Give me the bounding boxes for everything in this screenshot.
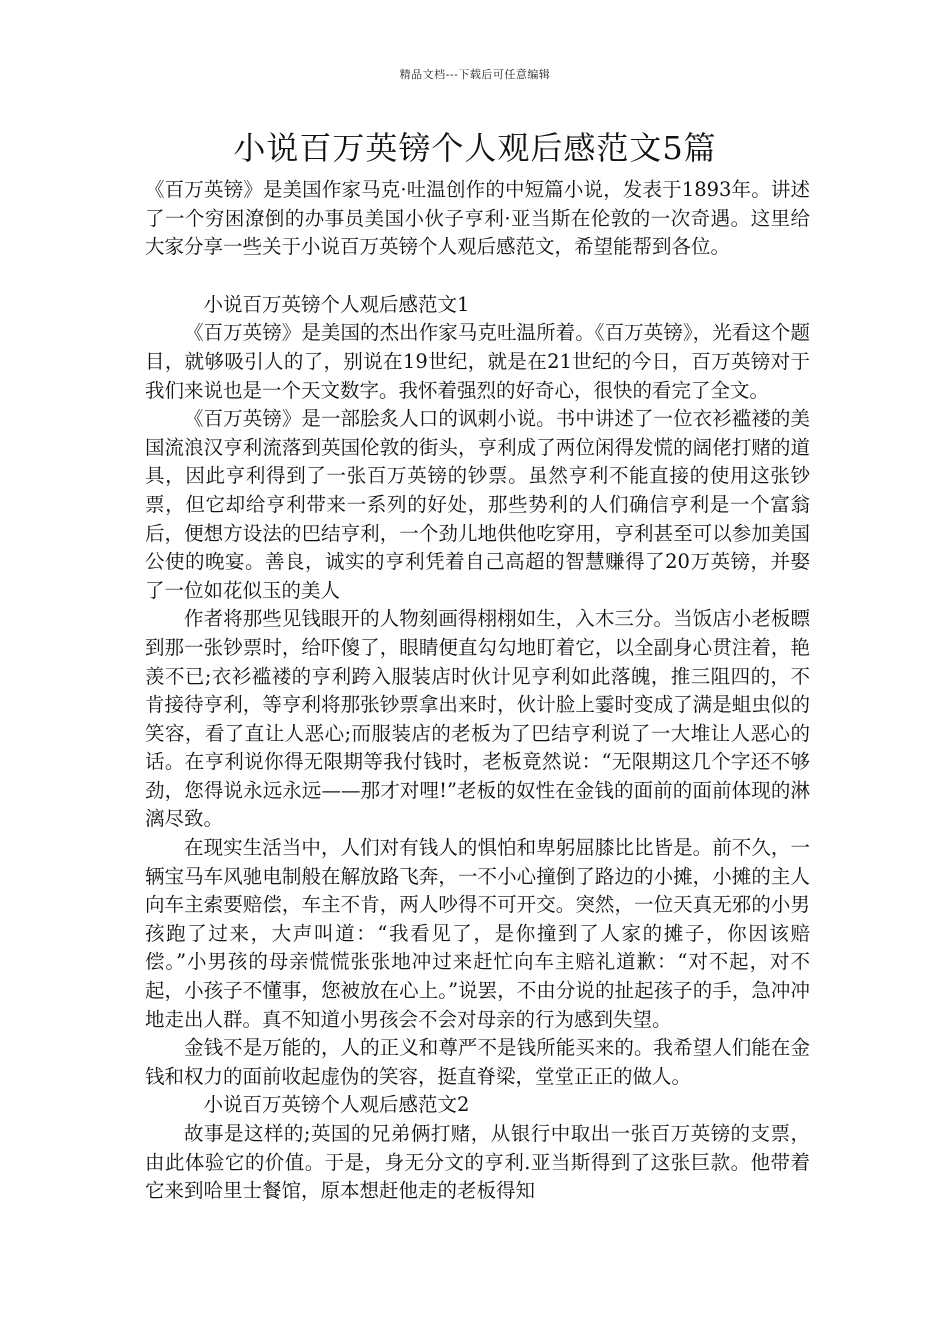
body-paragraph: 故事是这样的;英国的兄弟俩打赌，从银行中取出一张百万英镑的支票，由此体验它的价值。于是，身无分文的亨利.亚当斯得到了这张巨款。他带着它来到哈里士餐馆，原本想赶他走的老板得知 — [145, 1122, 810, 1203]
section-heading-1: 小说百万英镑个人观后感范文1 — [203, 292, 470, 316]
page-header-note: 精品文档---下载后可任意编辑 — [399, 68, 551, 81]
body-paragraph: 作者将那些见钱眼开的人物刻画得栩栩如生，入木三分。当饭店小老板瞟到那一张钞票时，给吓傻了，眼睛便直勾勾地盯着它，以全副身心贯注着，艳羡不已;衣衫褴褛的亨利跨入服装店时伙计见亨利如此落魄，推三阻四的，不肯接待亨利，等亨利将那张钞票拿出来时，伙计脸上霎时变成了满是蛆虫似的笑容，看了直让人恶心;而服装店的老板为了巴结亨利说了一大堆让人恶心的话。在亨利说你得无限期等我付钱时，老板竟然说：“无限期这几个字还不够劲，您得说永远永远——那才对哩!”老板的奴性在金钱的面前的面前体现的淋漓尽致。 — [145, 607, 810, 831]
intro-paragraph: 《百万英镑》是美国作家马克·吐温创作的中短篇小说，发表于1893年。讲述了一个穷困潦倒的办事员美国小伙子亨利·亚当斯在伦敦的一次奇遇。这里给大家分享一些关于小说百万英镑个人观后感范文，希望能帮到各位。 — [145, 178, 810, 259]
body-paragraph: 在现实生活当中，人们对有钱人的惧怕和卑躬屈膝比比皆是。前不久，一辆宝马车风驰电制般在解放路飞奔，一不小心撞倒了路边的小摊，小摊的主人向车主索要赔偿，车主不肯，两人吵得不可开交。突然，一位天真无邪的小男孩跑了过来，大声叫道：“我看见了，是你撞到了人家的摊子，你因该赔偿。”小男孩的母亲慌慌张张地冲过来赶忙向车主赔礼道歉：“对不起，对不起，小孩子不懂事，您被放在心上。”说罢，不由分说的扯起孩子的手，急冲冲地走出人群。真不知道小男孩会不会对母亲的行为感到失望。 — [145, 836, 810, 1031]
body-paragraph: 金钱不是万能的，人的正义和尊严不是钱所能买来的。我希望人们能在金钱和权力的面前收起虚伪的笑容，挺直脊梁，堂堂正正的做人。 — [145, 1036, 810, 1088]
document-body — [145, 176, 810, 1206]
document-title: 小说百万英镑个人观后感范文5篇 — [233, 129, 717, 167]
section-heading-2: 小说百万英镑个人观后感范文2 — [203, 1093, 470, 1117]
body-paragraph: 《百万英镑》是美国的杰出作家马克吐温所着。《百万英镑》，光看这个题目，就够吸引人的了，别说在19世纪，就是在21世纪的今日，百万英镑对于我们来说也是一个天文数字。我怀着强烈的好奇心，很快的看完了全文。 — [145, 321, 810, 402]
body-paragraph: 《百万英镑》是一部脍炙人口的讽刺小说。书中讲述了一位衣衫褴褛的美国流浪汉亨利流落到英国伦敦的街头，亨利成了两位闲得发慌的阔佬打赌的道具，因此亨利得到了一张百万英镑的钞票。虽然亨利不能直接的使用这张钞票，但它却给亨利带来一系列的好处，那些势利的人们确信亨利是一个富翁后，便想方设法的巴结亨利，一个劲儿地供他吃穿用，亨利甚至可以参加美国公使的晚宴。善良，诚实的亨利凭着自己高超的智慧赚得了20万英镑，并娶了一位如花似玉的美人 — [145, 407, 810, 602]
